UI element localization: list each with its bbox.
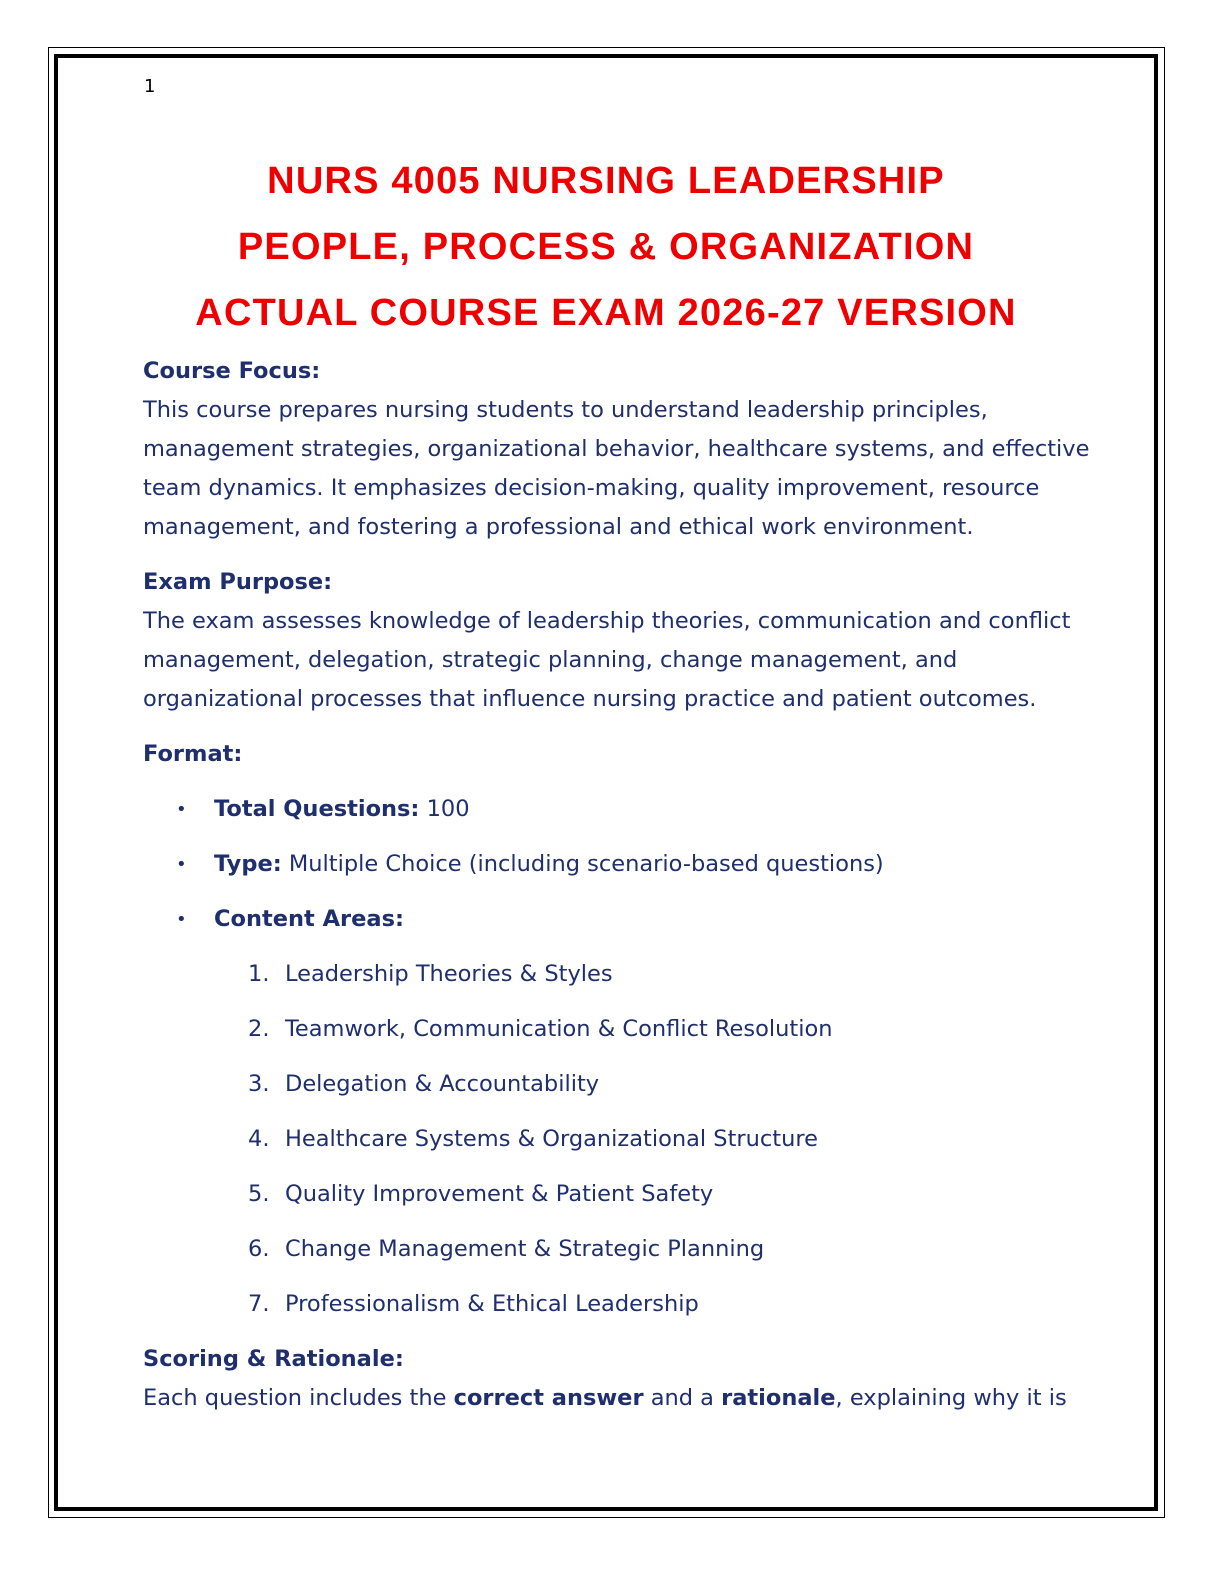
scoring-heading: Scoring & Rationale: [143,1346,404,1372]
scoring-text-part-3: , explaining why it is [835,1385,1067,1411]
content-area-item [143,1010,1103,1049]
page-number: 1 [144,76,156,97]
scoring-text-part-2: and a [643,1385,722,1411]
exam-purpose-heading: Exam Purpose: [143,569,333,595]
title-line-1: NURS 4005 NURSING LEADERSHIP [267,160,945,202]
course-focus-heading: Course Focus: [143,358,321,384]
content-area-number: 4. [248,1126,270,1152]
content-area-item [143,1065,1103,1104]
content-area-text: Change Management & Strategic Planning [285,1236,765,1262]
content-area-text: Healthcare Systems & Organizational Structure [285,1126,818,1152]
content-area-text: Leadership Theories & Styles [285,961,613,987]
content-area-item [143,1285,1103,1324]
format-list [143,790,1103,939]
scoring-text [143,1379,1103,1418]
content-area-item [143,1175,1103,1214]
content-area-item [143,1230,1103,1269]
content-area-item [143,955,1103,994]
title-line-3: ACTUAL COURSE EXAM 2026-27 VERSION [195,292,1017,334]
total-questions-value: 100 [419,796,470,822]
scoring-bold-correct-answer: correct answer [453,1385,644,1411]
content-area-text: Professionalism & Ethical Leadership [285,1291,699,1317]
content-area-number: 2. [248,1016,270,1042]
type-value: Multiple Choice (including scenario-based questions) [281,851,884,877]
list-item-total-questions [143,790,1103,829]
content-area-number: 5. [248,1181,270,1207]
document-title [100,148,1112,346]
list-item-content-areas [143,900,1103,939]
content-area-text: Quality Improvement & Patient Safety [285,1181,714,1207]
scoring-text-part-1: Each question includes the [143,1385,454,1411]
content-area-item [143,1120,1103,1159]
content-area-number: 7. [248,1291,270,1317]
content-areas-label: Content Areas: [214,906,404,932]
format-heading: Format: [143,741,243,767]
exam-purpose-text: The exam assesses knowledge of leadership theories, communication and conflict management, delegation, strategic planning, change management, and organizational processes that influence nursing practice and patient outcomes. [143,608,1071,712]
content-area-number: 3. [248,1071,270,1097]
document-body [143,352,1103,1434]
total-questions-label: Total Questions: [214,796,420,822]
scoring-bold-rationale: rationale [721,1385,836,1411]
bullet-icon: • [176,909,187,930]
title-line-2: PEOPLE, PROCESS & ORGANIZATION [237,226,975,268]
type-label: Type: [214,851,282,877]
content-area-text: Teamwork, Communication & Conflict Resolution [285,1016,833,1042]
content-area-number: 1. [248,961,270,987]
bullet-icon: • [176,799,187,820]
course-focus-text: This course prepares nursing students to understand leadership principles, management strategies, organizational behavior, healthcare systems, and effective team dynamics. It emphasizes decision-making, quality improvement, resource management, and fostering a professional and ethical work environment. [143,397,1090,540]
list-item-type [143,845,1103,884]
content-area-number: 6. [248,1236,270,1262]
bullet-icon: • [176,854,187,875]
content-area-text: Delegation & Accountability [285,1071,600,1097]
content-areas-list [143,955,1103,1324]
